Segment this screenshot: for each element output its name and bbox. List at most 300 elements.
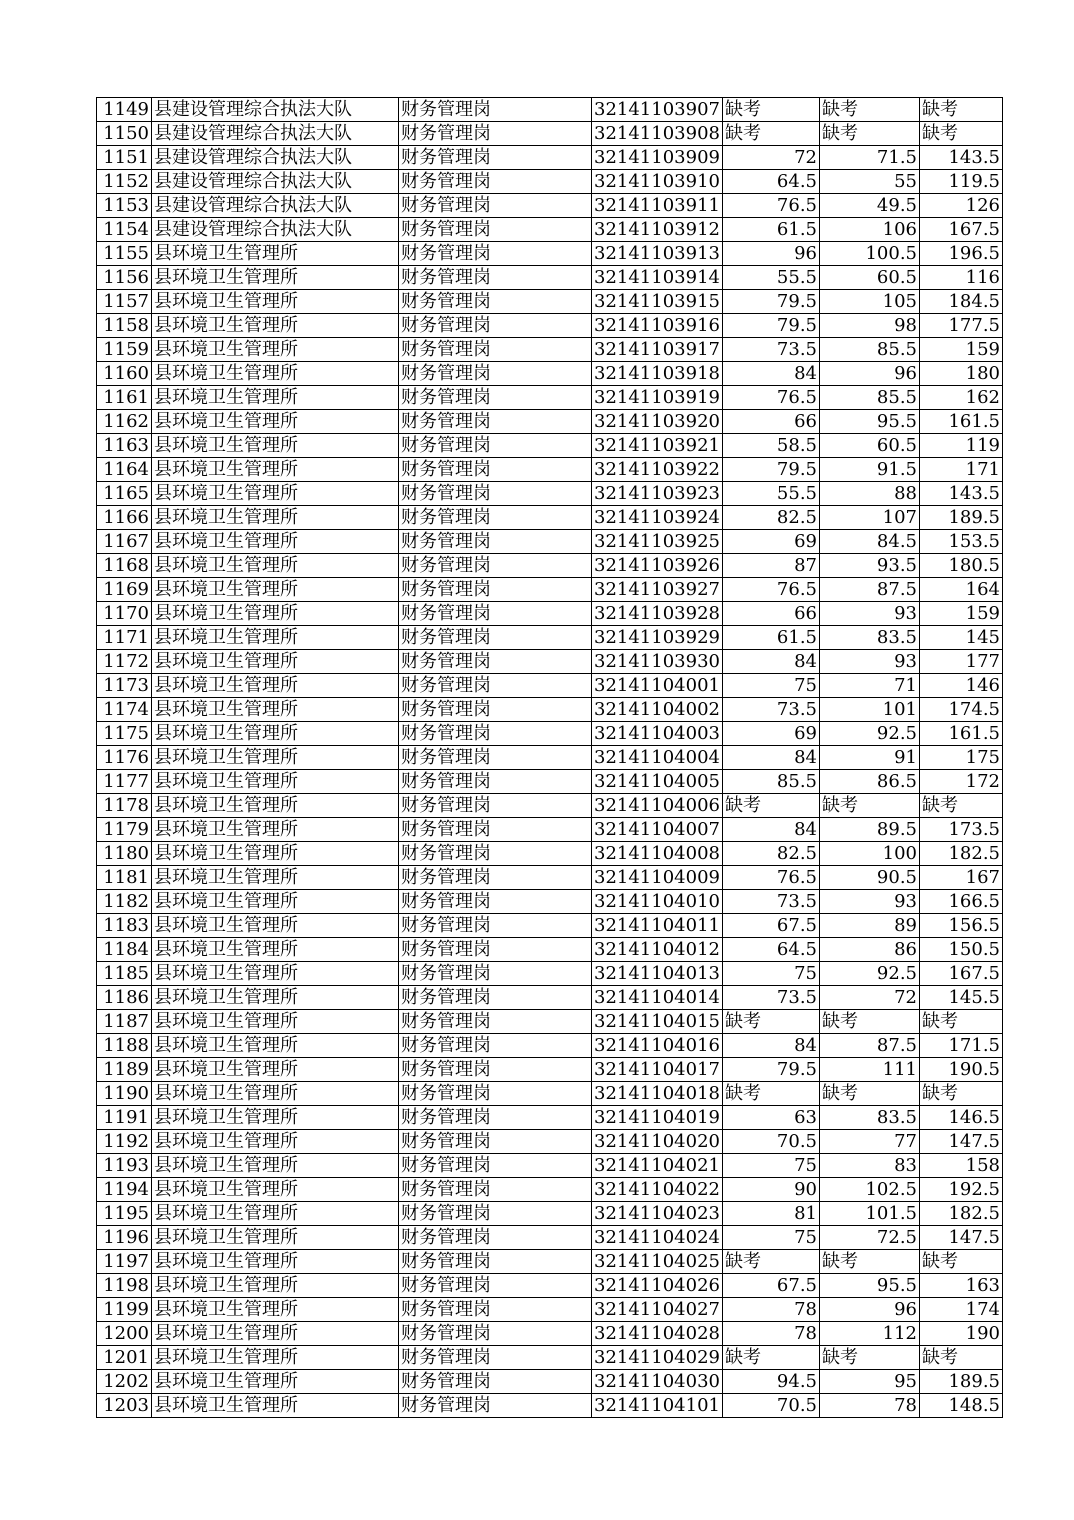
score1-cell: 78 <box>723 1322 820 1346</box>
post-cell: 财务管理岗 <box>399 194 592 218</box>
score1-cell: 85.5 <box>723 770 820 794</box>
exam-id-cell: 32141103917 <box>592 338 723 362</box>
row-number-cell: 1201 <box>97 1346 152 1370</box>
table-row <box>97 146 1003 170</box>
exam-id-cell: 32141104006 <box>592 794 723 818</box>
post-cell: 财务管理岗 <box>399 266 592 290</box>
total-cell: 159 <box>920 602 1003 626</box>
exam-id-cell: 32141103912 <box>592 218 723 242</box>
table-row <box>97 986 1003 1010</box>
table-row <box>97 98 1003 122</box>
row-number-cell: 1186 <box>97 986 152 1010</box>
score1-cell: 75 <box>723 674 820 698</box>
post-cell: 财务管理岗 <box>399 1202 592 1226</box>
row-number-cell: 1174 <box>97 698 152 722</box>
score1-cell: 69 <box>723 530 820 554</box>
score2-cell: 87.5 <box>820 1034 920 1058</box>
post-cell: 财务管理岗 <box>399 314 592 338</box>
unit-cell: 县环境卫生管理所 <box>152 482 399 506</box>
unit-cell: 县建设管理综合执法大队 <box>152 146 399 170</box>
exam-id-cell: 32141104030 <box>592 1370 723 1394</box>
post-cell: 财务管理岗 <box>399 386 592 410</box>
score1-cell: 90 <box>723 1178 820 1202</box>
score2-cell: 100.5 <box>820 242 920 266</box>
score1-cell: 缺考 <box>723 1082 820 1106</box>
row-number-cell: 1161 <box>97 386 152 410</box>
total-cell: 166.5 <box>920 890 1003 914</box>
unit-cell: 县环境卫生管理所 <box>152 962 399 986</box>
table-row <box>97 314 1003 338</box>
total-cell: 145.5 <box>920 986 1003 1010</box>
table-row <box>97 1010 1003 1034</box>
row-number-cell: 1149 <box>97 98 152 122</box>
total-cell: 175 <box>920 746 1003 770</box>
score2-cell: 89 <box>820 914 920 938</box>
exam-id-cell: 32141104008 <box>592 842 723 866</box>
score2-cell: 87.5 <box>820 578 920 602</box>
unit-cell: 县环境卫生管理所 <box>152 1274 399 1298</box>
table-row <box>97 194 1003 218</box>
table-row <box>97 890 1003 914</box>
exam-id-cell: 32141104009 <box>592 866 723 890</box>
exam-id-cell: 32141103927 <box>592 578 723 602</box>
post-cell: 财务管理岗 <box>399 1082 592 1106</box>
total-cell: 145 <box>920 626 1003 650</box>
score1-cell: 58.5 <box>723 434 820 458</box>
unit-cell: 县环境卫生管理所 <box>152 914 399 938</box>
post-cell: 财务管理岗 <box>399 458 592 482</box>
table-row <box>97 242 1003 266</box>
post-cell: 财务管理岗 <box>399 722 592 746</box>
score2-cell: 49.5 <box>820 194 920 218</box>
score1-cell: 69 <box>723 722 820 746</box>
score1-cell: 61.5 <box>723 626 820 650</box>
post-cell: 财务管理岗 <box>399 146 592 170</box>
unit-cell: 县环境卫生管理所 <box>152 1322 399 1346</box>
score1-cell: 70.5 <box>723 1394 820 1418</box>
table-row <box>97 122 1003 146</box>
score1-cell: 缺考 <box>723 122 820 146</box>
post-cell: 财务管理岗 <box>399 170 592 194</box>
score2-cell: 101.5 <box>820 1202 920 1226</box>
unit-cell: 县环境卫生管理所 <box>152 1010 399 1034</box>
score2-cell: 93 <box>820 890 920 914</box>
score1-cell: 75 <box>723 962 820 986</box>
row-number-cell: 1169 <box>97 578 152 602</box>
score1-cell: 82.5 <box>723 842 820 866</box>
post-cell: 财务管理岗 <box>399 1226 592 1250</box>
row-number-cell: 1185 <box>97 962 152 986</box>
total-cell: 缺考 <box>920 1346 1003 1370</box>
score2-cell: 83 <box>820 1154 920 1178</box>
row-number-cell: 1166 <box>97 506 152 530</box>
score2-cell: 95 <box>820 1370 920 1394</box>
unit-cell: 县环境卫生管理所 <box>152 674 399 698</box>
post-cell: 财务管理岗 <box>399 362 592 386</box>
score1-cell: 66 <box>723 410 820 434</box>
score2-cell: 71 <box>820 674 920 698</box>
score1-cell: 79.5 <box>723 290 820 314</box>
table-row <box>97 1130 1003 1154</box>
exam-id-cell: 32141104015 <box>592 1010 723 1034</box>
table-row <box>97 818 1003 842</box>
post-cell: 财务管理岗 <box>399 1106 592 1130</box>
post-cell: 财务管理岗 <box>399 1298 592 1322</box>
table-row <box>97 530 1003 554</box>
total-cell: 143.5 <box>920 146 1003 170</box>
unit-cell: 县环境卫生管理所 <box>152 290 399 314</box>
post-cell: 财务管理岗 <box>399 818 592 842</box>
score2-cell: 92.5 <box>820 962 920 986</box>
post-cell: 财务管理岗 <box>399 1370 592 1394</box>
post-cell: 财务管理岗 <box>399 410 592 434</box>
total-cell: 158 <box>920 1154 1003 1178</box>
unit-cell: 县环境卫生管理所 <box>152 578 399 602</box>
score1-cell: 缺考 <box>723 1346 820 1370</box>
table-row <box>97 1226 1003 1250</box>
row-number-cell: 1172 <box>97 650 152 674</box>
table-row <box>97 1394 1003 1418</box>
unit-cell: 县环境卫生管理所 <box>152 434 399 458</box>
unit-cell: 县环境卫生管理所 <box>152 794 399 818</box>
row-number-cell: 1157 <box>97 290 152 314</box>
unit-cell: 县环境卫生管理所 <box>152 1154 399 1178</box>
table-row <box>97 410 1003 434</box>
total-cell: 177.5 <box>920 314 1003 338</box>
table-row <box>97 746 1003 770</box>
score2-cell: 100 <box>820 842 920 866</box>
score2-cell: 96 <box>820 362 920 386</box>
score1-cell: 55.5 <box>723 266 820 290</box>
score2-cell: 85.5 <box>820 386 920 410</box>
table-row <box>97 170 1003 194</box>
total-cell: 173.5 <box>920 818 1003 842</box>
post-cell: 财务管理岗 <box>399 674 592 698</box>
total-cell: 171.5 <box>920 1034 1003 1058</box>
score1-cell: 缺考 <box>723 1010 820 1034</box>
total-cell: 174 <box>920 1298 1003 1322</box>
total-cell: 162 <box>920 386 1003 410</box>
score1-cell: 84 <box>723 650 820 674</box>
exam-id-cell: 32141104026 <box>592 1274 723 1298</box>
post-cell: 财务管理岗 <box>399 794 592 818</box>
exam-id-cell: 32141104021 <box>592 1154 723 1178</box>
unit-cell: 县环境卫生管理所 <box>152 602 399 626</box>
unit-cell: 县环境卫生管理所 <box>152 626 399 650</box>
total-cell: 180.5 <box>920 554 1003 578</box>
unit-cell: 县环境卫生管理所 <box>152 386 399 410</box>
unit-cell: 县环境卫生管理所 <box>152 938 399 962</box>
unit-cell: 县环境卫生管理所 <box>152 650 399 674</box>
post-cell: 财务管理岗 <box>399 218 592 242</box>
post-cell: 财务管理岗 <box>399 122 592 146</box>
exam-id-cell: 32141104020 <box>592 1130 723 1154</box>
table-row <box>97 1346 1003 1370</box>
unit-cell: 县环境卫生管理所 <box>152 818 399 842</box>
unit-cell: 县环境卫生管理所 <box>152 1394 399 1418</box>
row-number-cell: 1188 <box>97 1034 152 1058</box>
row-number-cell: 1158 <box>97 314 152 338</box>
total-cell: 190.5 <box>920 1058 1003 1082</box>
table-row <box>97 842 1003 866</box>
unit-cell: 县环境卫生管理所 <box>152 506 399 530</box>
score1-cell: 84 <box>723 818 820 842</box>
post-cell: 财务管理岗 <box>399 866 592 890</box>
exam-id-cell: 32141103911 <box>592 194 723 218</box>
total-cell: 153.5 <box>920 530 1003 554</box>
row-number-cell: 1202 <box>97 1370 152 1394</box>
post-cell: 财务管理岗 <box>399 914 592 938</box>
post-cell: 财务管理岗 <box>399 1322 592 1346</box>
table-row <box>97 1178 1003 1202</box>
score1-cell: 76.5 <box>723 194 820 218</box>
total-cell: 119 <box>920 434 1003 458</box>
row-number-cell: 1168 <box>97 554 152 578</box>
total-cell: 189.5 <box>920 1370 1003 1394</box>
exam-id-cell: 32141103915 <box>592 290 723 314</box>
row-number-cell: 1182 <box>97 890 152 914</box>
row-number-cell: 1152 <box>97 170 152 194</box>
row-number-cell: 1162 <box>97 410 152 434</box>
exam-id-cell: 32141104028 <box>592 1322 723 1346</box>
unit-cell: 县建设管理综合执法大队 <box>152 218 399 242</box>
row-number-cell: 1177 <box>97 770 152 794</box>
table-row <box>97 1034 1003 1058</box>
total-cell: 缺考 <box>920 794 1003 818</box>
table-row <box>97 434 1003 458</box>
score2-cell: 缺考 <box>820 1082 920 1106</box>
score2-cell: 88 <box>820 482 920 506</box>
row-number-cell: 1189 <box>97 1058 152 1082</box>
exam-id-cell: 32141103924 <box>592 506 723 530</box>
unit-cell: 县环境卫生管理所 <box>152 458 399 482</box>
score1-cell: 76.5 <box>723 866 820 890</box>
score1-cell: 78 <box>723 1298 820 1322</box>
unit-cell: 县环境卫生管理所 <box>152 314 399 338</box>
score2-cell: 78 <box>820 1394 920 1418</box>
table-row <box>97 482 1003 506</box>
score1-cell: 79.5 <box>723 1058 820 1082</box>
score2-cell: 83.5 <box>820 1106 920 1130</box>
post-cell: 财务管理岗 <box>399 746 592 770</box>
score2-cell: 93 <box>820 602 920 626</box>
post-cell: 财务管理岗 <box>399 530 592 554</box>
total-cell: 192.5 <box>920 1178 1003 1202</box>
score1-cell: 75 <box>723 1154 820 1178</box>
total-cell: 119.5 <box>920 170 1003 194</box>
table-row <box>97 1082 1003 1106</box>
total-cell: 177 <box>920 650 1003 674</box>
score1-cell: 73.5 <box>723 890 820 914</box>
total-cell: 缺考 <box>920 1250 1003 1274</box>
score1-cell: 70.5 <box>723 1130 820 1154</box>
score1-cell: 94.5 <box>723 1370 820 1394</box>
post-cell: 财务管理岗 <box>399 242 592 266</box>
total-cell: 189.5 <box>920 506 1003 530</box>
exam-id-cell: 32141104023 <box>592 1202 723 1226</box>
exam-id-cell: 32141104012 <box>592 938 723 962</box>
score1-cell: 82.5 <box>723 506 820 530</box>
table-row <box>97 1058 1003 1082</box>
exam-id-cell: 32141104010 <box>592 890 723 914</box>
exam-id-cell: 32141103907 <box>592 98 723 122</box>
table-row <box>97 674 1003 698</box>
score2-cell: 72 <box>820 986 920 1010</box>
post-cell: 财务管理岗 <box>399 842 592 866</box>
row-number-cell: 1178 <box>97 794 152 818</box>
post-cell: 财务管理岗 <box>399 1178 592 1202</box>
table-row <box>97 386 1003 410</box>
total-cell: 174.5 <box>920 698 1003 722</box>
unit-cell: 县环境卫生管理所 <box>152 362 399 386</box>
score1-cell: 79.5 <box>723 314 820 338</box>
score2-cell: 106 <box>820 218 920 242</box>
unit-cell: 县环境卫生管理所 <box>152 266 399 290</box>
unit-cell: 县环境卫生管理所 <box>152 890 399 914</box>
total-cell: 148.5 <box>920 1394 1003 1418</box>
unit-cell: 县环境卫生管理所 <box>152 338 399 362</box>
score1-cell: 66 <box>723 602 820 626</box>
unit-cell: 县环境卫生管理所 <box>152 842 399 866</box>
total-cell: 147.5 <box>920 1130 1003 1154</box>
score2-cell: 98 <box>820 314 920 338</box>
total-cell: 147.5 <box>920 1226 1003 1250</box>
post-cell: 财务管理岗 <box>399 890 592 914</box>
table-body <box>97 98 1003 1418</box>
row-number-cell: 1187 <box>97 1010 152 1034</box>
row-number-cell: 1165 <box>97 482 152 506</box>
unit-cell: 县建设管理综合执法大队 <box>152 170 399 194</box>
row-number-cell: 1173 <box>97 674 152 698</box>
total-cell: 缺考 <box>920 98 1003 122</box>
row-number-cell: 1164 <box>97 458 152 482</box>
score2-cell: 91.5 <box>820 458 920 482</box>
post-cell: 财务管理岗 <box>399 1034 592 1058</box>
score1-cell: 61.5 <box>723 218 820 242</box>
exam-id-cell: 32141104005 <box>592 770 723 794</box>
table-row <box>97 578 1003 602</box>
table-row <box>97 218 1003 242</box>
unit-cell: 县环境卫生管理所 <box>152 1226 399 1250</box>
post-cell: 财务管理岗 <box>399 1058 592 1082</box>
score2-cell: 101 <box>820 698 920 722</box>
row-number-cell: 1154 <box>97 218 152 242</box>
score2-cell: 92.5 <box>820 722 920 746</box>
total-cell: 164 <box>920 578 1003 602</box>
post-cell: 财务管理岗 <box>399 1250 592 1274</box>
exam-id-cell: 32141104025 <box>592 1250 723 1274</box>
exam-id-cell: 32141103929 <box>592 626 723 650</box>
total-cell: 161.5 <box>920 410 1003 434</box>
unit-cell: 县环境卫生管理所 <box>152 410 399 434</box>
score2-cell: 缺考 <box>820 1010 920 1034</box>
score1-cell: 96 <box>723 242 820 266</box>
score1-cell: 63 <box>723 1106 820 1130</box>
total-cell: 180 <box>920 362 1003 386</box>
unit-cell: 县环境卫生管理所 <box>152 698 399 722</box>
post-cell: 财务管理岗 <box>399 938 592 962</box>
table-row <box>97 770 1003 794</box>
exam-id-cell: 32141104011 <box>592 914 723 938</box>
score2-cell: 缺考 <box>820 794 920 818</box>
table-row <box>97 1202 1003 1226</box>
exam-id-cell: 32141104027 <box>592 1298 723 1322</box>
score1-cell: 64.5 <box>723 170 820 194</box>
unit-cell: 县环境卫生管理所 <box>152 554 399 578</box>
score2-cell: 89.5 <box>820 818 920 842</box>
post-cell: 财务管理岗 <box>399 602 592 626</box>
row-number-cell: 1153 <box>97 194 152 218</box>
score2-cell: 71.5 <box>820 146 920 170</box>
post-cell: 财务管理岗 <box>399 1394 592 1418</box>
row-number-cell: 1196 <box>97 1226 152 1250</box>
score2-cell: 83.5 <box>820 626 920 650</box>
unit-cell: 县建设管理综合执法大队 <box>152 98 399 122</box>
row-number-cell: 1183 <box>97 914 152 938</box>
total-cell: 116 <box>920 266 1003 290</box>
unit-cell: 县环境卫生管理所 <box>152 1250 399 1274</box>
score1-cell: 76.5 <box>723 386 820 410</box>
post-cell: 财务管理岗 <box>399 626 592 650</box>
post-cell: 财务管理岗 <box>399 1274 592 1298</box>
score2-cell: 72.5 <box>820 1226 920 1250</box>
score2-cell: 缺考 <box>820 98 920 122</box>
unit-cell: 县环境卫生管理所 <box>152 866 399 890</box>
row-number-cell: 1163 <box>97 434 152 458</box>
exam-id-cell: 32141104101 <box>592 1394 723 1418</box>
score2-cell: 102.5 <box>820 1178 920 1202</box>
table-row <box>97 554 1003 578</box>
score2-cell: 86 <box>820 938 920 962</box>
post-cell: 财务管理岗 <box>399 650 592 674</box>
row-number-cell: 1180 <box>97 842 152 866</box>
post-cell: 财务管理岗 <box>399 1346 592 1370</box>
total-cell: 缺考 <box>920 1010 1003 1034</box>
table-row <box>97 914 1003 938</box>
table-row <box>97 290 1003 314</box>
score1-cell: 79.5 <box>723 458 820 482</box>
score1-cell: 缺考 <box>723 1250 820 1274</box>
table-row <box>97 1106 1003 1130</box>
row-number-cell: 1193 <box>97 1154 152 1178</box>
total-cell: 167.5 <box>920 962 1003 986</box>
score1-cell: 73.5 <box>723 338 820 362</box>
score2-cell: 107 <box>820 506 920 530</box>
post-cell: 财务管理岗 <box>399 1010 592 1034</box>
row-number-cell: 1181 <box>97 866 152 890</box>
total-cell: 161.5 <box>920 722 1003 746</box>
row-number-cell: 1179 <box>97 818 152 842</box>
unit-cell: 县环境卫生管理所 <box>152 1202 399 1226</box>
unit-cell: 县环境卫生管理所 <box>152 530 399 554</box>
score2-cell: 105 <box>820 290 920 314</box>
row-number-cell: 1151 <box>97 146 152 170</box>
post-cell: 财务管理岗 <box>399 434 592 458</box>
total-cell: 171 <box>920 458 1003 482</box>
unit-cell: 县环境卫生管理所 <box>152 1034 399 1058</box>
total-cell: 156.5 <box>920 914 1003 938</box>
row-number-cell: 1155 <box>97 242 152 266</box>
unit-cell: 县环境卫生管理所 <box>152 1130 399 1154</box>
score2-cell: 60.5 <box>820 434 920 458</box>
row-number-cell: 1200 <box>97 1322 152 1346</box>
exam-id-cell: 32141104016 <box>592 1034 723 1058</box>
total-cell: 126 <box>920 194 1003 218</box>
table-row <box>97 1154 1003 1178</box>
row-number-cell: 1195 <box>97 1202 152 1226</box>
table-row <box>97 362 1003 386</box>
row-number-cell: 1176 <box>97 746 152 770</box>
